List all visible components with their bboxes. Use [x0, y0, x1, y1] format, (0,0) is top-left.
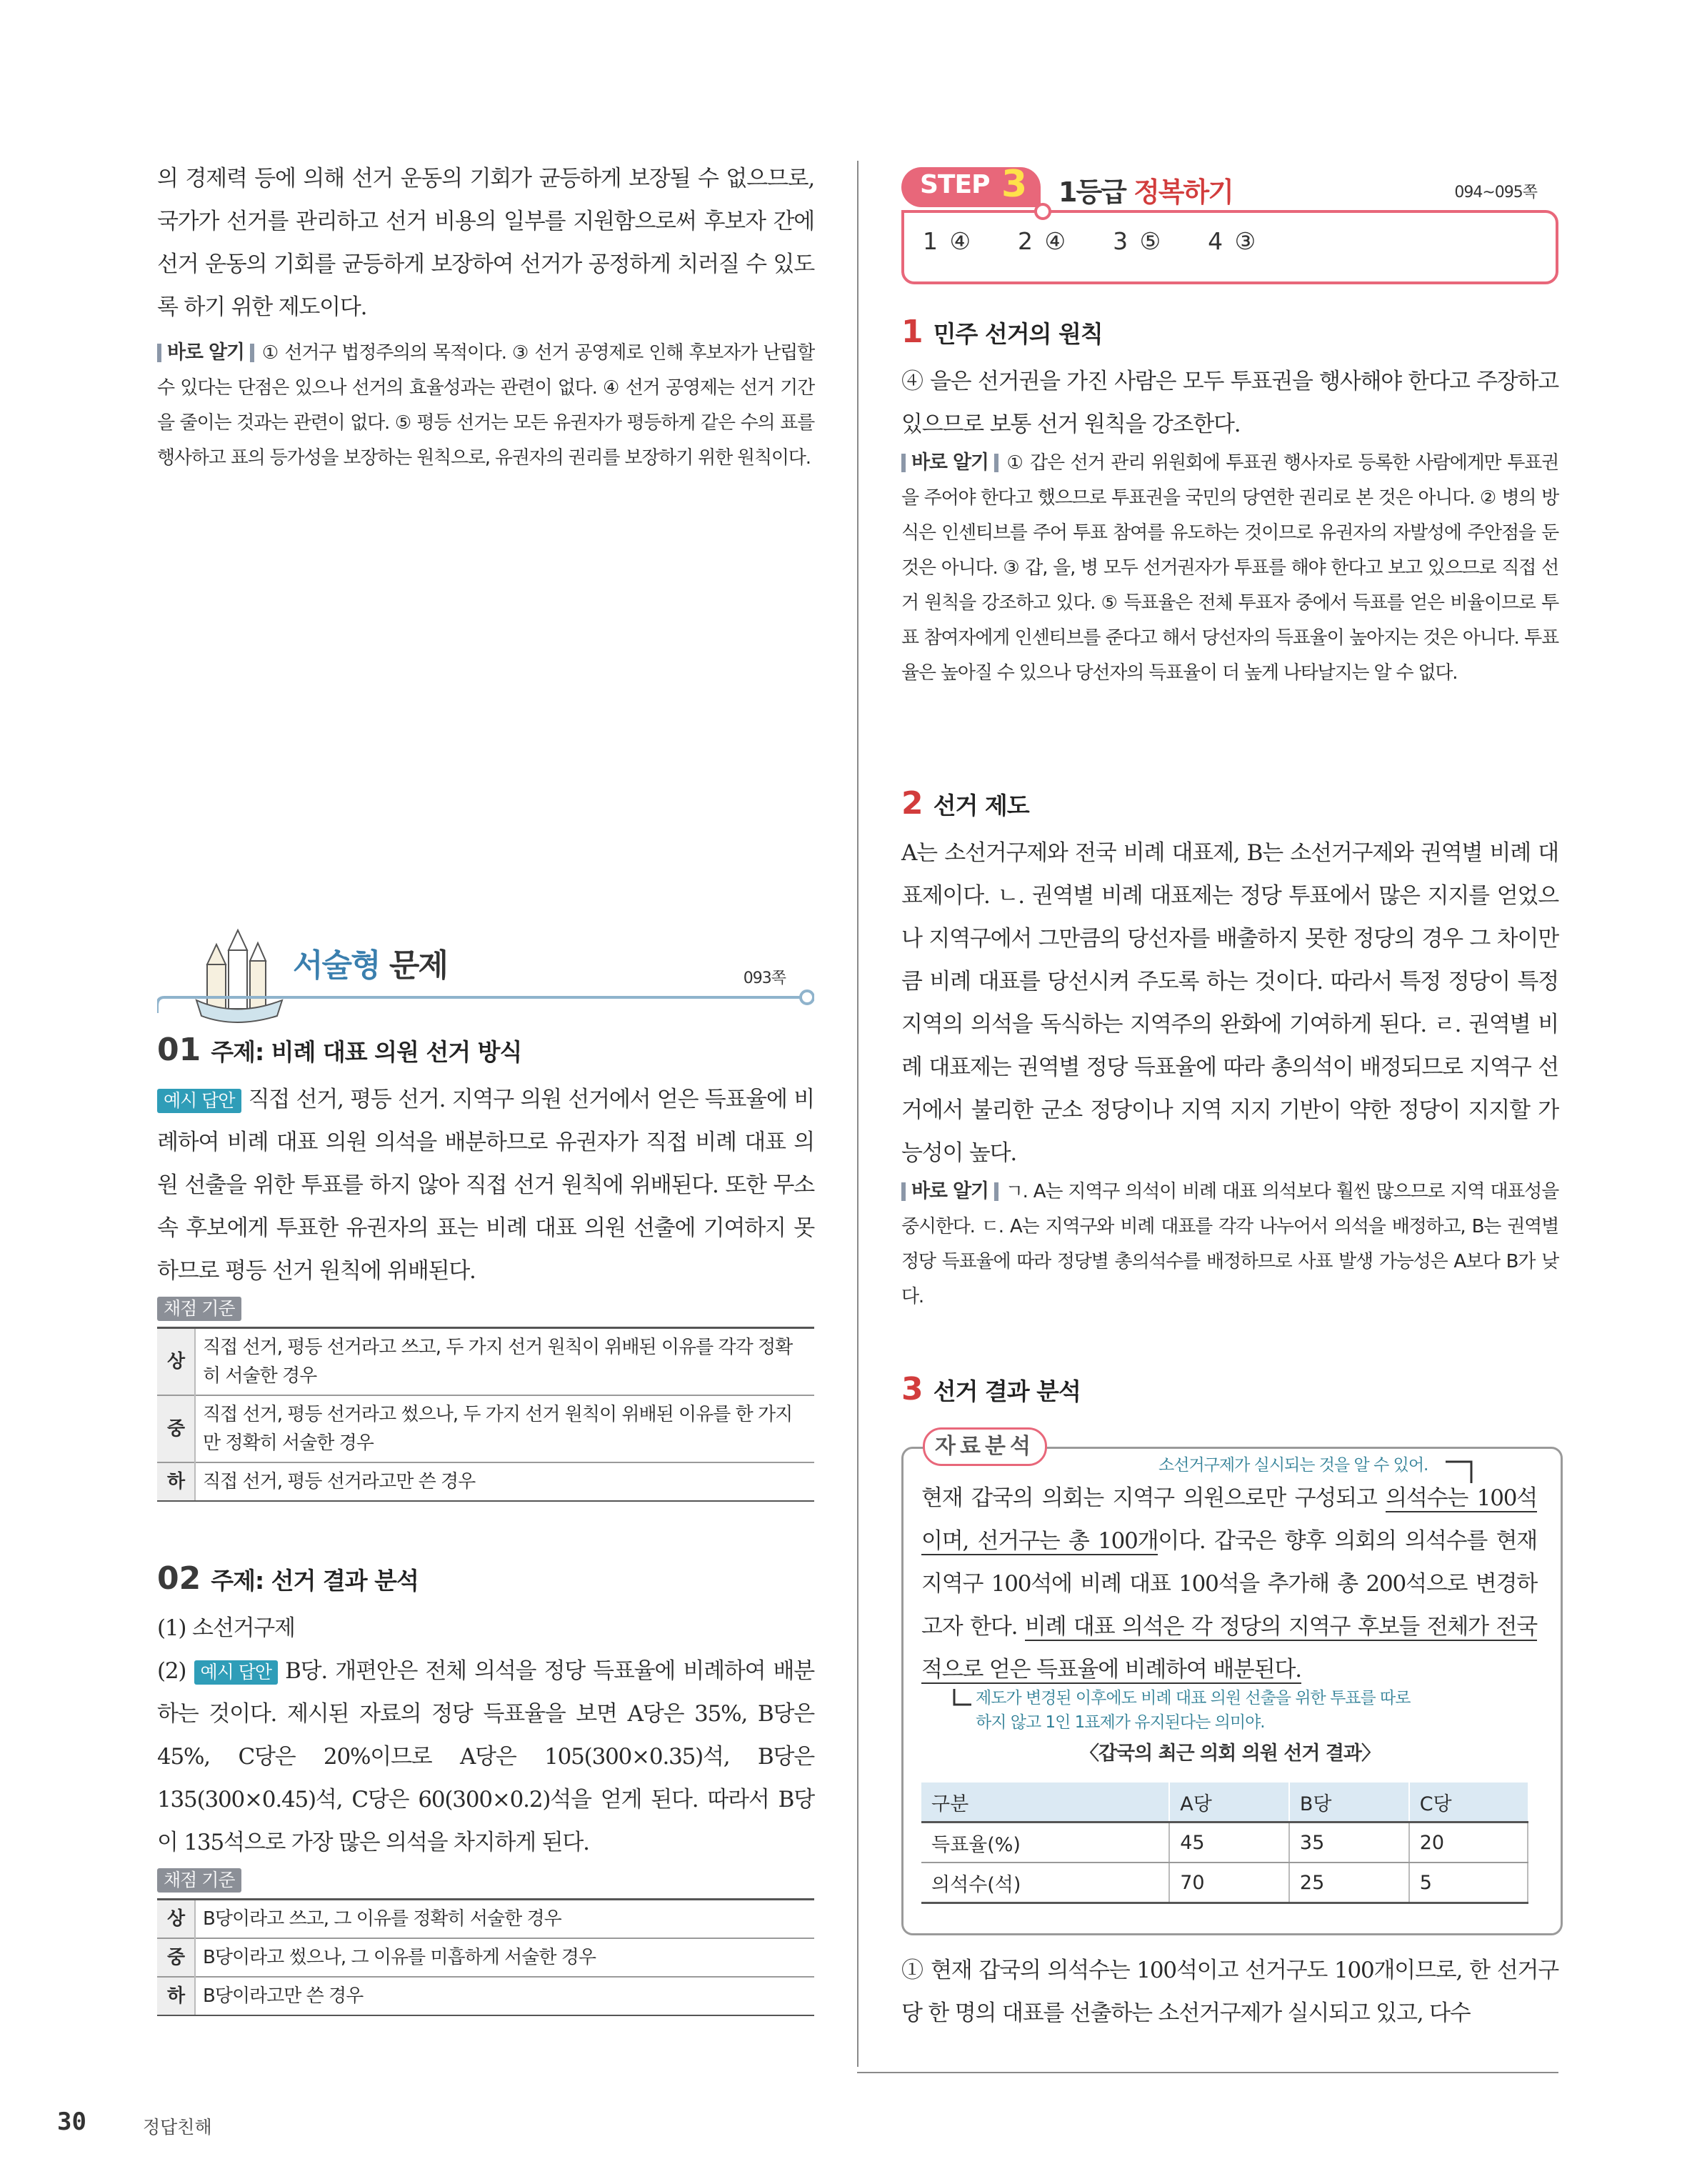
step-title: 1등급 정복하기 — [1058, 176, 1233, 208]
q2-answer: (2) 예시 답안 B당. 개편안은 전체 의석을 정당 득표율에 비례하여 배분하는 것이다. 제시된 자료의 정당 득표율을 보면 A당은 35%, B당은 45%, C당은 20%이므로 A당은 105(300×0.35)석, B당은 135(300×0.45)석, C당은 60(300×0.2)석을 얻게 된다. 따라서 B당이 135석으로 가장 많은 의석을 차지하게 된다. — [157, 1658, 814, 1855]
table-row: 의석수(석) 70 25 5 — [921, 1863, 1528, 1903]
note-bottom: 제도가 변경된 이후에도 비례 대표 의원 선출을 위한 투표를 따로 하지 않고 1인 1표제가 유지된다는 의미야. — [976, 1689, 1411, 1732]
table-caption: 〈갑국의 최근 의회 의원 선거 결과〉 — [1079, 1742, 1381, 1765]
section-2: 2 선거 제도 A는 소선거구제와 전국 비례 대표제, B는 소선거구제와 권역별 비례 대표제이다. ㄴ. 권역별 비례 대표제는 정당 투표에서 많은 지지를 얻었으나 지역구에서 그만큼의 당선자를 배출하지 못한 정당의 경우 그 차이만큼 비례 대표를 당선시켜 주도록 하는 것이다. 따라서 특정 정당이 특정 지역의 의석을 독식하는 지역주의 완화에 기여하게 된다. ㄹ. 권역별 비례 대표제는 권역별 정당 득표율에 따라 총의석이 배정되므로 지역구 선거에서 불리한 군소 정당이나 지역 지지 기반이 약한 정당이 지지할 가능성이 높다. 바로 알기 ㄱ. A는 지역구 의석이 비례 대표 의석보다 훨씬 많으므로 지역 대표성을 중시한다. ㄷ. A는 지역구와 비례 대표를 각각 나누어서 의석을 배정하고, B는 권역별 정당 득표율에 따라 정당별 총의석수를 배정하므로 사표 발생 가능성은 A보다 B가 낮다. — [901, 782, 1558, 1315]
table-row: 중 B당이라고 썼으나, 그 이유를 미흡하게 서술한 경우 — [157, 1938, 814, 1977]
q2-number: 02 — [157, 1560, 201, 1597]
table-row: 상 직접 선거, 평등 선거라고 쓰고, 두 가지 선거 원칙이 위배된 이유를 각각 정확히 서술한 경우 — [157, 1328, 814, 1396]
step-number: 3 — [1001, 163, 1028, 206]
s1-baro: 바로 알기 ① 갑은 선거 관리 위원회에 투표권 행사자로 등록한 사람에게만 투표권을 주어야 한다고 했으므로 투표권을 국민의 당연한 권리로 본 것은 아니다. ② 병의 방식은 인센티브를 주어 투표 참여를 유도하는 것이므로 유권자의 자발성에 주안점을 둔 것은 아니다. ③ 갑, 을, 병 모두 선거권자가 투표를 해야 한다고 보고 있으므로 직접 선거 원칙을 강조하고 있다. ⑤ 득표율은 전체 투표자 중에서 득표를 얻은 비율이므로 투표 참여자에게 인센티브를 준다고 해서 당선자의 득표율이 높아지는 것은 아니다. 투표율은 높아질 수 있으나 당선자의 득표율이 더 높게 나타날지는 알 수 없다. — [901, 452, 1558, 684]
s3-body: ① 현재 갑국의 의석수는 100석이고 선거구도 100개이므로, 한 선거구당 한 명의 대표를 선출하는 소선거구제가 실시되고 있고, 다수 — [901, 1958, 1558, 2026]
section-3: 3 선거 결과 분석 — [901, 1371, 1081, 1407]
essay-section-header — [157, 922, 814, 1029]
step-pages: 094~095쪽 — [1454, 184, 1537, 201]
q1-answer: 예시 답안 직접 선거, 평등 선거. 지역구 의원 선거에서 얻은 득표율에 비례하여 비례 대표 의원 의석을 배분하므로 유권자가 직접 비례 대표 의원 선출을 위한 투표를 하지 않아 직접 선거 원칙에 위배된다. 또한 무소속 후보에게 투표한 유권자의 표는 비례 대표 의원 선출에 기여하지 못하므로 평등 선거 원칙에 위배된다. — [157, 1087, 814, 1284]
baro-block — [157, 336, 814, 476]
q2-part1: (1) 소선거구제 — [157, 1615, 295, 1641]
question-01 — [157, 1029, 814, 1502]
intro-paragraph: 의 경제력 등에 의해 선거 운동의 기회가 균등하게 보장될 수 없으므로, 국가가 선거를 관리하고 선거 비용의 일부를 지원함으로써 후보자 간에 선거 운동의 기회를 균등하게 보장하여 선거가 공정하게 치러질 수 있도록 하기 위한 제도이다. — [157, 166, 814, 320]
s1-body: ④ 을은 선거권을 가진 사람은 모두 투표권을 행사해야 한다고 주장하고 있으므로 보통 선거 원칙을 강조한다. — [901, 369, 1558, 437]
q2-criteria-table — [157, 1898, 814, 2016]
step-dot — [1034, 203, 1051, 220]
step-label: STEP — [920, 170, 990, 199]
table-row: 상 B당이라고 쓰고, 그 이유를 정확히 서술한 경우 — [157, 1900, 814, 1939]
q1-title: 주제: 비례 대표 의원 선거 방식 — [211, 1038, 522, 1066]
step3-header — [901, 163, 1558, 284]
q2-title: 주제: 선거 결과 분석 — [211, 1567, 419, 1595]
note-top: 소선거구제가 실시되는 것을 알 수 있어. — [1158, 1456, 1428, 1475]
essay-section-page: 093쪽 — [743, 969, 786, 987]
table-row: 득표율(%) 45 35 20 — [921, 1823, 1528, 1863]
table-row: 하 B당이라고만 쓴 경우 — [157, 1977, 814, 2015]
data-analysis-label: 자료분석 — [923, 1427, 1047, 1466]
table-row: 하 직접 선거, 평등 선거라고만 쓴 경우 — [157, 1462, 814, 1501]
baro-text: ① 선거구 법정주의의 목적이다. ③ 선거 공영제로 인해 후보자가 난립할 수 있다는 단점은 있으나 선거의 효율성과는 관련이 없다. ④ 선거 공영제는 선거 기간을 줄이는 것과는 관련이 없다. ⑤ 평등 선거는 모든 유권자가 평등하게 같은 수의 표를 행사하고 표의 등가성을 보장하는 원칙으로, 유권자의 권리를 보장하기 위한 원칙이다. — [157, 342, 814, 469]
q1-number: 01 — [157, 1032, 201, 1068]
bottom-rule — [857, 2072, 1558, 2073]
table-header-row: 구분 A당 B당 C당 — [921, 1782, 1528, 1823]
book-label: 정답친해 — [143, 2117, 212, 2138]
s2-body: A는 소선거구제와 전국 비례 대표제, B는 소선거구제와 권역별 비례 대표제이다. ㄴ. 권역별 비례 대표제는 정당 투표에서 많은 지지를 얻었으나 지역구에서 그만큼의 당선자를 배출하지 못한 정당의 경우 그 차이만큼 비례 대표를 당선시켜 주도록 하는 것이다. 따라서 특정 정당이 특정 지역의 의석을 독식하는 지역주의 완화에 기여하게 된다. ㄹ. 권역별 비례 대표제는 권역별 정당 득표율에 따라 총의석이 배정되므로 지역구 선거에서 불리한 군소 정당이나 지역 지지 기반이 약한 정당이 지지할 가능성이 높다. — [901, 840, 1558, 1166]
essay-section-title: 서술형 문제 — [293, 947, 447, 984]
s2-baro: 바로 알기 ㄱ. A는 지역구 의석이 비례 대표 의석보다 훨씬 많으므로 지역 대표성을 중시한다. ㄷ. A는 지역구와 비례 대표를 각각 나누어서 의석을 배정하고, B는 권역별 정당 득표율에 따라 정당별 총의석수를 배정하므로 사표 발생 가능성은 A보다 B가 낮다. — [901, 1180, 1558, 1307]
page-number: 30 — [57, 2108, 86, 2136]
question-02 — [157, 1557, 814, 2016]
column-divider — [857, 161, 858, 2067]
q2-criteria-tag: 채점 기준 — [157, 1868, 241, 1893]
note-arrow-icon — [951, 1687, 973, 1709]
section-1: 1 민주 선거의 원칙 ④ 을은 선거권을 가진 사람은 모두 투표권을 행사해야 한다고 주장하고 있으므로 보통 선거 원칙을 강조한다. 바로 알기 ① 갑은 선거 관리 위원회에 투표권 행사자로 등록한 사람에게만 투표권을 주어야 한다고 했으므로 투표권을 국민의 당연한 권리로 본 것은 아니다. ② 병의 방식은 인센티브를 주어 투표 참여를 유도하는 것이므로 유권자의 자발성에 주안점을 둔 것은 아니다. ③ 갑, 을, 병 모두 선거권자가 투표를 해야 한다고 보고 있으므로 직접 선거 원칙을 강조하고 있다. ⑤ 득표율은 전체 투표자 중에서 득표를 얻은 비율이므로 투표 참여자에게 인센티브를 준다고 해서 당선자의 득표율이 높아지는 것은 아니다. 투표율은 높아질 수 있으나 당선자의 득표율이 더 높게 나타날지는 알 수 없다. — [901, 311, 1558, 691]
box-text: 현재 갑국의 의회는 지역구 의원으로만 구성되고 의석수는 100석이며, 선거구는 총 100개이다. 갑국은 향후 의회의 의석수를 현재 지역구 100석에 비례 대표 100석을 추가해 총 200석으로 변경하고자 한다. 비례 대표 의석은 각 정당의 지역구 후보들 전체가 전국적으로 얻은 득표율에 비례하여 배분된다. — [921, 1485, 1538, 1682]
q1-criteria-table — [157, 1327, 814, 1502]
pencil-cup-icon — [157, 922, 814, 1029]
q1-answer-tag: 예시 답안 — [157, 1089, 241, 1113]
answer-list: 1 ④ 2 ④ 3 ⑤ 4 ③ — [923, 227, 1256, 255]
results-table-wrap — [921, 1782, 1528, 1904]
results-table — [921, 1782, 1528, 1904]
baro-label: 바로 알기 — [157, 344, 254, 362]
table-row: 중 직접 선거, 평등 선거라고 썼으나, 두 가지 선거 원칙이 위배된 이유를 한 가지만 정확히 서술한 경우 — [157, 1395, 814, 1462]
q1-criteria-tag: 채점 기준 — [157, 1297, 241, 1321]
q2-answer-tag: 예시 답안 — [194, 1660, 279, 1685]
